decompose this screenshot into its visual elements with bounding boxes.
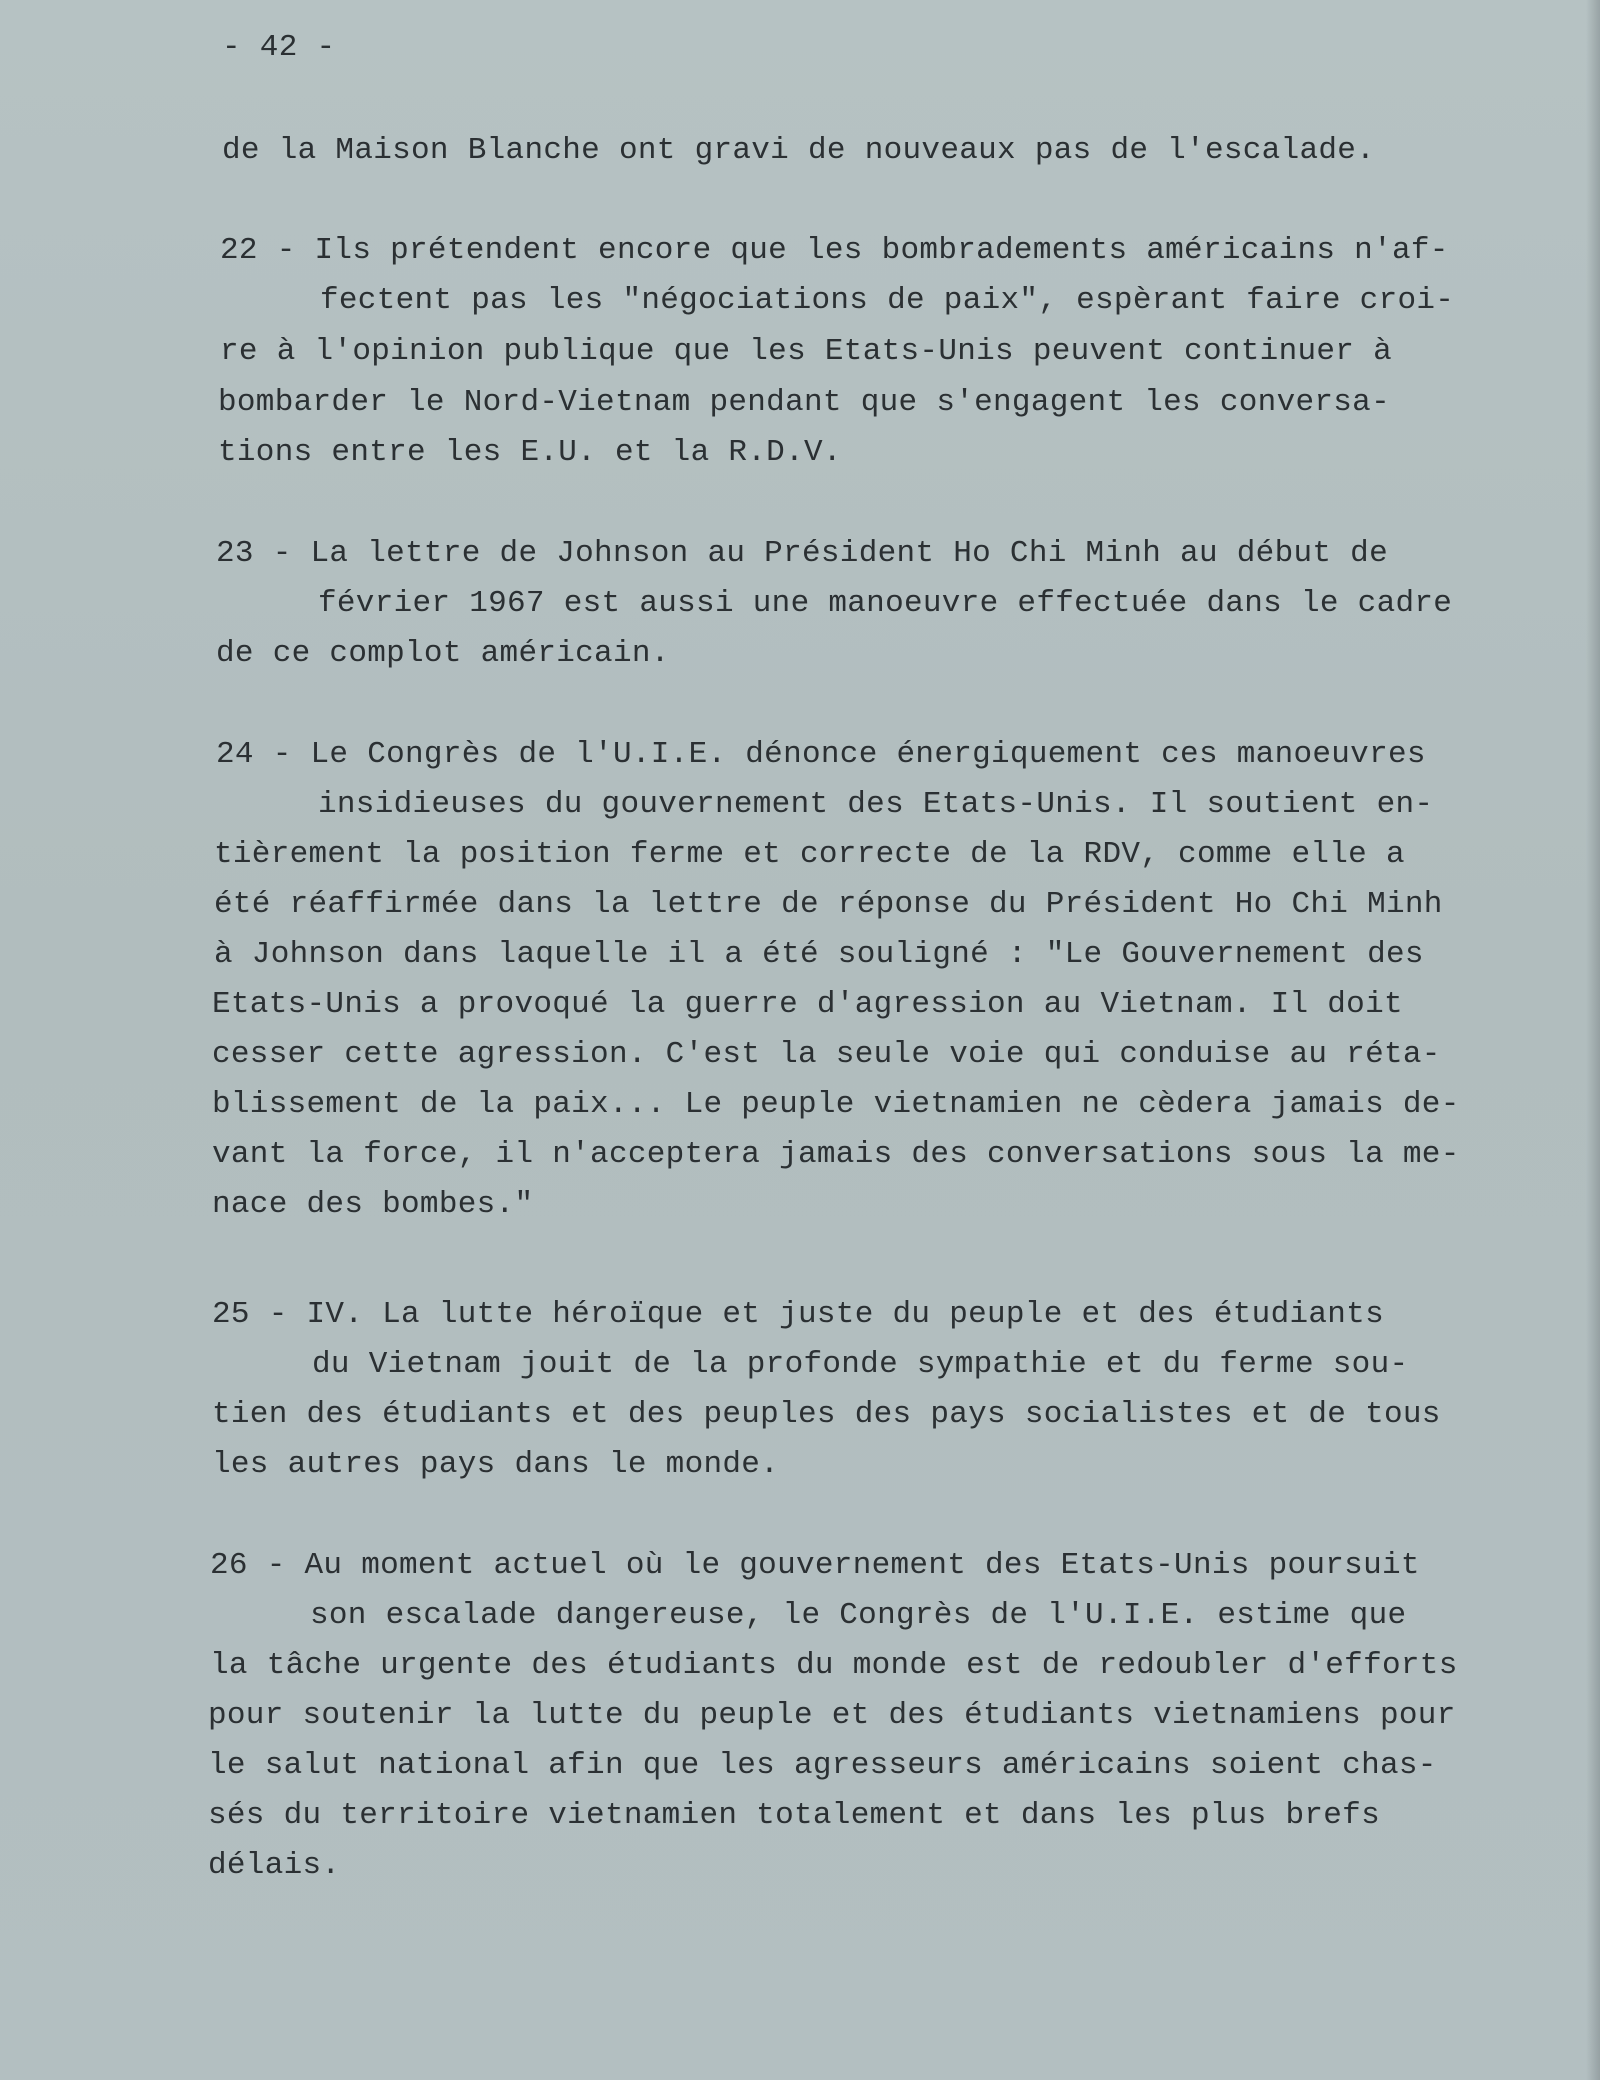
text-line: 25 - IV. La lutte héroïque et juste du peuple et des étudiants [212,1297,1384,1332]
text-line: de ce complot américain. [216,636,670,671]
page-number: - 42 - [222,30,336,65]
text-line: cesser cette agression. C'est la seule voie qui conduise au réta- [212,1037,1441,1072]
text-line: nace des bombes." [212,1187,534,1222]
text-line: blissement de la paix... Le peuple vietnamien ne cèdera jamais de- [212,1087,1460,1122]
text-line: tien des étudiants et des peuples des pays socialistes et de tous [212,1397,1441,1432]
text-line: 26 - Au moment actuel où le gouvernement des Etats-Unis poursuit [210,1548,1420,1583]
text-line: la tâche urgente des étudiants du monde est de redoubler d'efforts [210,1648,1458,1683]
text-line: pour soutenir la lutte du peuple et des étudiants vietnamiens pour [208,1698,1456,1733]
text-line: tièrement la position ferme et correcte de la RDV, comme elle a [214,837,1405,872]
text-line: re à l'opinion publique que les Etats-Unis peuvent continuer à [220,334,1392,369]
text-line: de la Maison Blanche ont gravi de nouveaux pas de l'escalade. [222,133,1376,168]
text-line: les autres pays dans le monde. [212,1447,780,1482]
text-line: 23 - La lettre de Johnson au Président Ho Chi Minh au début de [216,536,1388,571]
text-line: bombarder le Nord-Vietnam pendant que s'engagent les conversa- [218,385,1390,420]
text-line: du Vietnam jouit de la profonde sympathie et du ferme sou- [312,1347,1409,1382]
text-line: son escalade dangereuse, le Congrès de l'U.I.E. estime que [310,1598,1407,1633]
text-line: fectent pas les "négociations de paix", espèrant faire croi- [320,283,1455,318]
text-line: tions entre les E.U. et la R.D.V. [218,435,842,470]
text-line: vant la force, il n'acceptera jamais des conversations sous la me- [212,1137,1460,1172]
text-line: Etats-Unis a provoqué la guerre d'agression au Vietnam. Il doit [212,987,1403,1022]
text-line: sés du territoire vietnamien totalement et dans les plus brefs [208,1798,1380,1833]
text-line: délais. [208,1848,341,1883]
text-line: 24 - Le Congrès de l'U.I.E. dénonce énergiquement ces manoeuvres [216,737,1426,772]
page-edge-shadow [1586,0,1600,2080]
text-line: été réaffirmée dans la lettre de réponse du Président Ho Chi Minh [214,887,1443,922]
text-line: le salut national afin que les agresseurs américains soient chas- [208,1748,1437,1783]
text-line: février 1967 est aussi une manoeuvre effectuée dans le cadre [318,586,1453,621]
text-line: insidieuses du gouvernement des Etats-Unis. Il soutient en- [318,787,1434,822]
text-line: à Johnson dans laquelle il a été souligné : "Le Gouvernement des [214,937,1424,972]
text-line: 22 - Ils prétendent encore que les bombradements américains n'af- [220,233,1449,268]
